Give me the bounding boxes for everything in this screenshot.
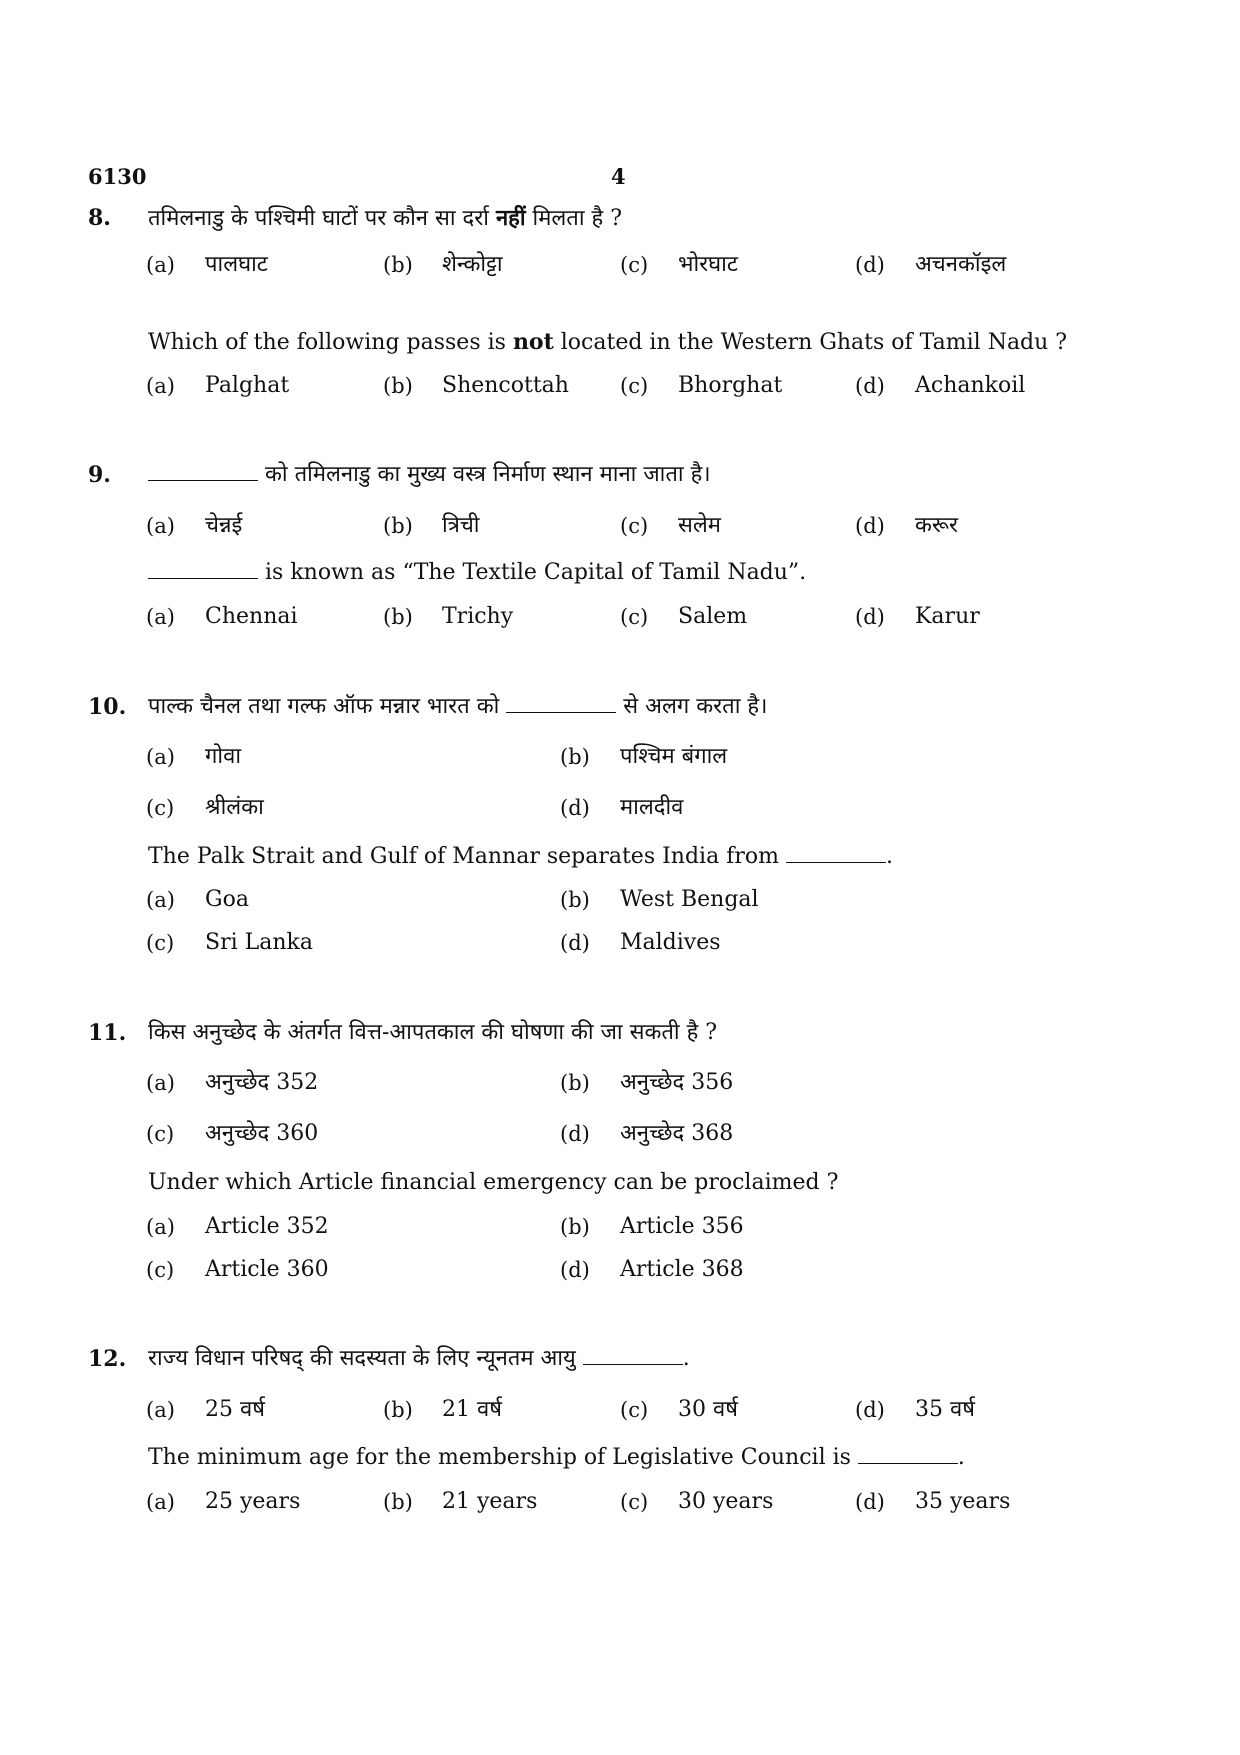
option-label: (b) — [560, 745, 590, 769]
option-text: West Bengal — [620, 887, 759, 912]
stem-text: . — [682, 1346, 690, 1371]
option-text: Karur — [915, 604, 980, 629]
option-label: (d) — [855, 253, 885, 277]
stem-text: पाल्क चैनल तथा गल्फ ऑफ मन्नार भारत को — [148, 694, 507, 719]
hindi-stem: किस अनुच्छेद के अंतर्गत वित्त-आपतकाल की घोषणा की जा सकती है ? — [148, 1020, 718, 1045]
option-label: (d) — [560, 1258, 590, 1282]
answer-blank — [506, 692, 616, 713]
option-label: (d) — [855, 605, 885, 629]
english-stem — [148, 1443, 965, 1473]
question-number: 9. — [88, 462, 111, 488]
option-text: Palghat — [205, 373, 290, 398]
hindi-stem — [148, 692, 767, 722]
option-label: (d) — [560, 1122, 590, 1146]
stem-text: राज्य विधान परिषद् की सदस्यता के लिए न्यूनतम आयु — [148, 1346, 583, 1371]
option-label: (b) — [383, 374, 413, 398]
stem-emphasis: not — [512, 329, 554, 355]
option-text: अनुच्छेद 360 — [205, 1121, 319, 1146]
option-label: (a) — [146, 745, 175, 769]
question-number: 12. — [88, 1346, 127, 1372]
option-text: 35 years — [915, 1489, 1011, 1514]
option-text: करूर — [915, 513, 958, 538]
option-label: (c) — [146, 931, 175, 955]
option-text: 30 वर्ष — [678, 1397, 738, 1422]
option-label: (a) — [146, 374, 175, 398]
option-text: Bhorghat — [678, 373, 783, 398]
hindi-stem — [148, 203, 622, 234]
stem-emphasis: नहीं — [495, 205, 526, 231]
answer-blank — [148, 558, 258, 579]
english-stem — [148, 842, 893, 872]
option-text: 25 वर्ष — [205, 1397, 265, 1422]
option-text: पश्चिम बंगाल — [620, 744, 728, 769]
stem-text: को तमिलनाडु का मुख्य वस्त्र निर्माण स्थान माना जाता है। — [258, 462, 711, 487]
option-label: (b) — [560, 1215, 590, 1239]
option-text: Shencottah — [442, 373, 569, 398]
paper-code: 6130 — [88, 164, 147, 189]
option-label: (b) — [383, 514, 413, 538]
question-number: 8. — [88, 205, 111, 231]
option-label: (a) — [146, 253, 175, 277]
option-label: (c) — [620, 514, 649, 538]
option-label: (b) — [383, 1490, 413, 1514]
option-text: अनुच्छेद 356 — [620, 1070, 734, 1095]
option-text: Chennai — [205, 604, 298, 629]
option-text: शेन्कोट्टा — [442, 252, 503, 277]
stem-text: से अलग करता है। — [616, 694, 768, 719]
hindi-stem — [148, 460, 711, 490]
option-text: Article 368 — [620, 1257, 744, 1282]
option-label: (a) — [146, 888, 175, 912]
option-label: (d) — [855, 514, 885, 538]
option-text: 35 वर्ष — [915, 1397, 975, 1422]
option-text: Achankoil — [915, 373, 1026, 398]
option-label: (d) — [560, 931, 590, 955]
stem-text: . — [957, 1445, 965, 1470]
option-label: (a) — [146, 605, 175, 629]
stem-text: तमिलनाडु के पश्चिमी घाटों पर कौन सा दर्रा — [148, 206, 496, 231]
option-text: चेन्नई — [205, 513, 243, 538]
option-text: भोरघाट — [678, 252, 738, 277]
option-label: (d) — [855, 1490, 885, 1514]
option-text: Goa — [205, 887, 249, 912]
answer-blank — [148, 460, 258, 481]
option-text: Article 352 — [205, 1214, 329, 1239]
option-label: (b) — [383, 253, 413, 277]
question-number: 10. — [88, 694, 127, 720]
option-text: Maldives — [620, 930, 721, 955]
option-text: पालघाट — [205, 252, 268, 277]
english-stem — [148, 327, 1067, 358]
option-label: (c) — [146, 796, 175, 820]
option-text: 30 years — [678, 1489, 774, 1514]
option-text: श्रीलंका — [205, 795, 264, 820]
option-label: (c) — [146, 1258, 175, 1282]
option-text: Trichy — [442, 604, 514, 629]
option-text: अचनकॉइल — [915, 252, 1007, 277]
option-label: (d) — [855, 374, 885, 398]
english-stem — [148, 558, 806, 588]
stem-text: The minimum age for the membership of Legislative Council is — [148, 1445, 858, 1470]
option-text: मालदीव — [620, 795, 684, 820]
option-text: Article 360 — [205, 1257, 329, 1282]
option-label: (a) — [146, 1071, 175, 1095]
option-text: सलेम — [678, 513, 721, 538]
stem-text: मिलता है ? — [525, 206, 622, 231]
option-text: अनुच्छेद 368 — [620, 1121, 734, 1146]
hindi-stem — [148, 1344, 690, 1374]
option-text: गोवा — [205, 744, 242, 769]
option-label: (b) — [383, 605, 413, 629]
answer-blank — [583, 1344, 683, 1365]
option-label: (b) — [560, 888, 590, 912]
option-label: (a) — [146, 1215, 175, 1239]
option-label: (d) — [560, 796, 590, 820]
page-number: 4 — [611, 164, 626, 189]
option-text: त्रिची — [442, 513, 480, 538]
option-label: (b) — [383, 1398, 413, 1422]
option-label: (b) — [560, 1071, 590, 1095]
option-label: (a) — [146, 514, 175, 538]
option-text: Salem — [678, 604, 748, 629]
option-text: 21 years — [442, 1489, 538, 1514]
option-text: Article 356 — [620, 1214, 744, 1239]
option-label: (c) — [620, 1490, 649, 1514]
answer-blank — [786, 842, 886, 863]
option-label: (c) — [146, 1122, 175, 1146]
option-text: 25 years — [205, 1489, 301, 1514]
answer-blank — [858, 1443, 958, 1464]
question-number: 11. — [88, 1020, 127, 1046]
stem-text: . — [885, 844, 893, 869]
option-label: (c) — [620, 1398, 649, 1422]
option-label: (a) — [146, 1398, 175, 1422]
stem-text: located in the Western Ghats of Tamil Nadu ? — [553, 330, 1068, 355]
stem-text: is known as “The Textile Capital of Tamil Nadu”. — [258, 560, 807, 585]
option-label: (c) — [620, 253, 649, 277]
option-text: 21 वर्ष — [442, 1397, 502, 1422]
english-stem: Under which Article financial emergency can be proclaimed ? — [148, 1170, 839, 1195]
option-label: (c) — [620, 605, 649, 629]
option-text: Sri Lanka — [205, 930, 313, 955]
option-label: (d) — [855, 1398, 885, 1422]
stem-text: Which of the following passes is — [148, 330, 513, 355]
option-label: (c) — [620, 374, 649, 398]
option-text: अनुच्छेद 352 — [205, 1070, 319, 1095]
option-label: (a) — [146, 1490, 175, 1514]
stem-text: The Palk Strait and Gulf of Mannar separates India from — [148, 844, 786, 869]
